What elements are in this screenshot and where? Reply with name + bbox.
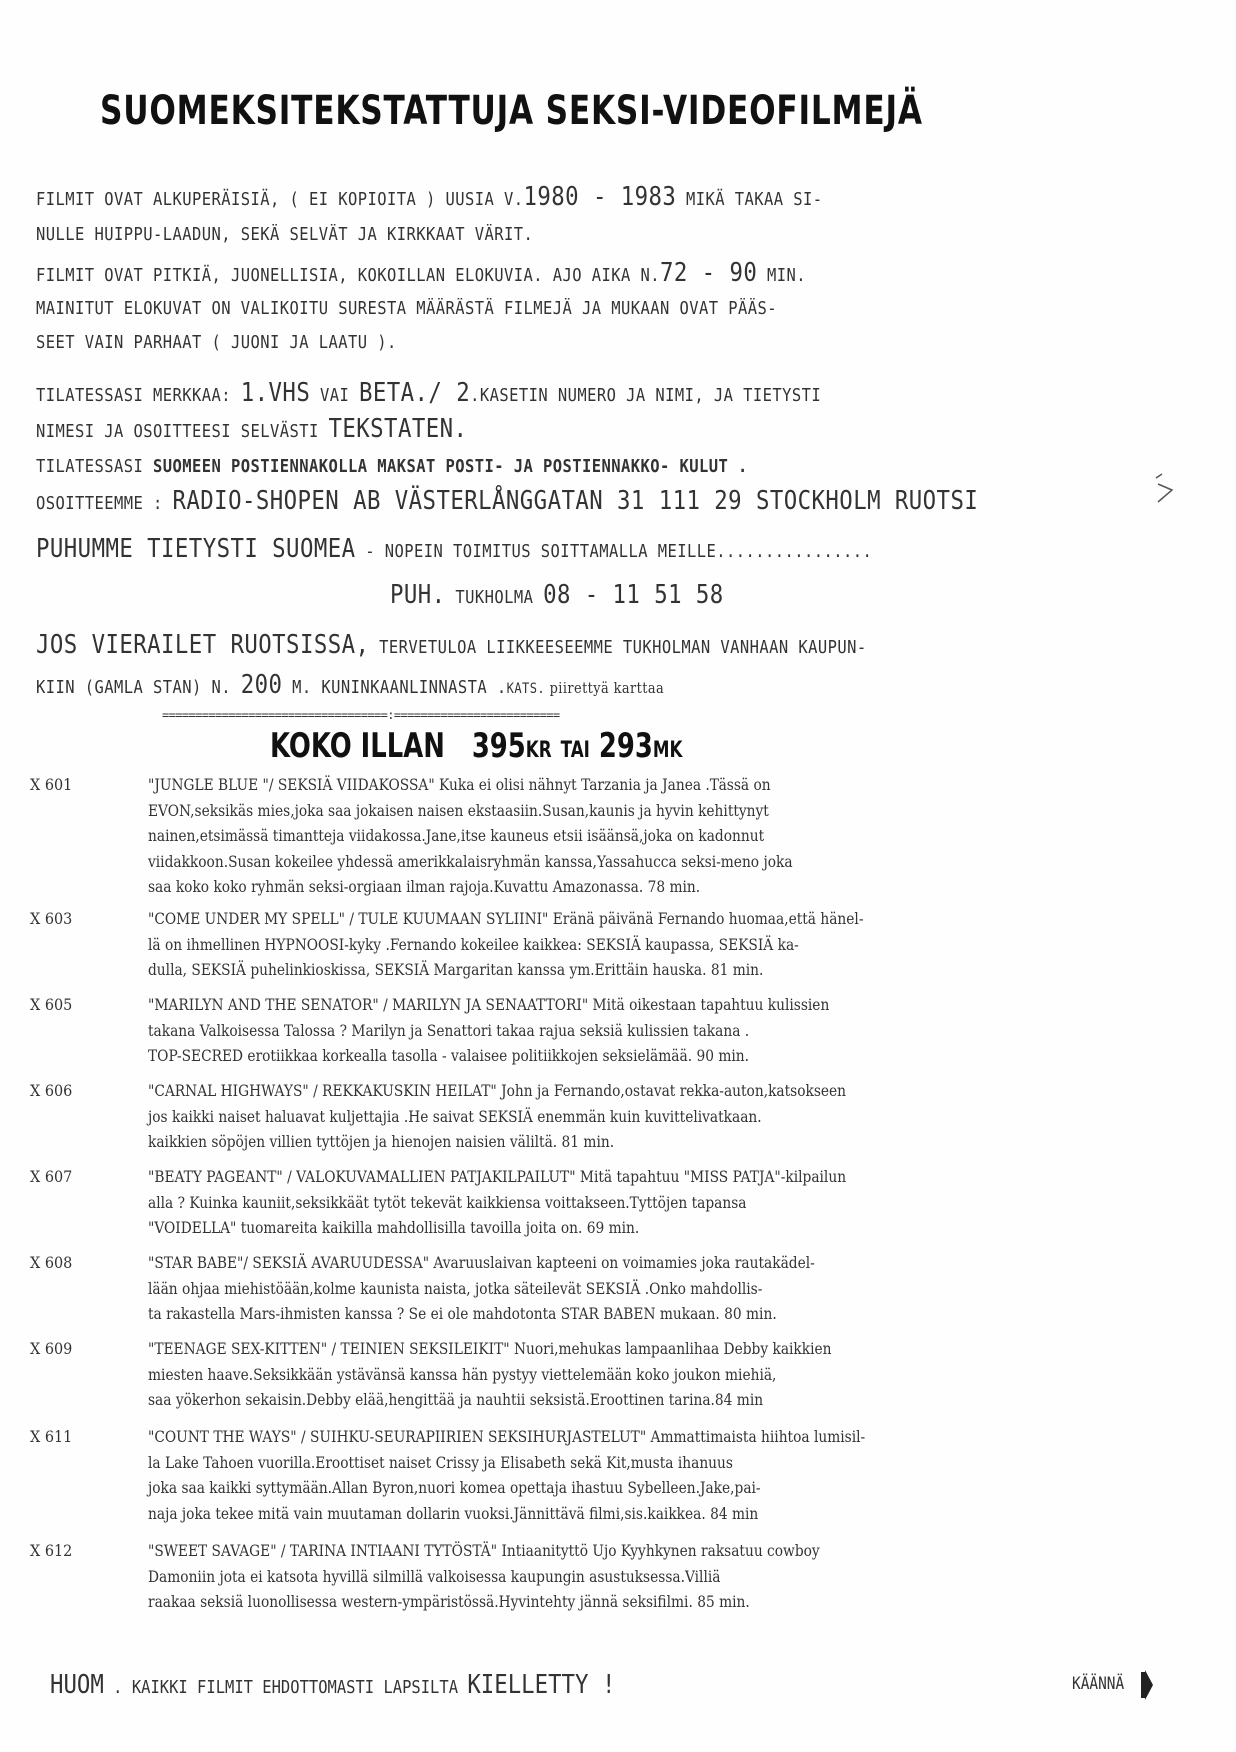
phone-intro-line [36,534,872,564]
map-note: piirettyä karttaa [545,679,665,697]
price-mk-value: 293 [598,726,653,766]
intro-text: MIKÄ TAKAA SI- [676,189,823,210]
film-description-line: miesten haave.Seksikkään ystävänsä kanssa hän pystyy viettelemään koko joukon miehiä, [148,1364,777,1384]
intro-text: MIN. [757,265,806,286]
intro-line-3 [36,258,806,288]
address-label: OSOITTEEMME : [36,493,173,514]
phone-line [390,580,724,610]
format-beta: BETA./ 2 [358,378,471,408]
film-code: X 611 [30,1427,73,1446]
footer-warning [50,1670,615,1700]
intro-text: FILMIT OVAT ALKUPERÄISIÄ, ( EI KOPIOITA ) UUSIA V. [36,189,524,210]
film-description [148,1424,982,1526]
film-description-line: EVON,seksikäs mies,joka saa jokaisen naisen ekstaasiin.Susan,kaunis ja hyvin kehittynyt [148,800,769,820]
arrow-right-icon [1139,1668,1155,1702]
film-description-line: Damoniin jota ei katsota hyvillä silmillä valkoisessa kaupungin asustuksessa.Villiä [148,1566,721,1586]
film-description-line: "VOIDELLA" tuomareita kaikilla mahdollisilla tavoilla joita on. 69 min. [148,1218,640,1237]
film-description-line: "COME UNDER MY SPELL" / TULE KUUMAAN SYLIINI" Eränä päivänä Fernando huomaa,että hänel- [148,909,864,928]
order-text: .KASETIN NUMERO JA NIMI, JA TIETYSTI [470,385,822,406]
postage-text: TILATESSASI [36,456,154,477]
scribble-mark [1150,470,1182,510]
film-code: X 608 [30,1253,73,1272]
price-mk-unit: MK [652,738,683,763]
film-description-line: jos kaikki naiset haluavat kuljettajia .He saivat SEKSIÄ enemmän kuin kuvittelivatkaan. [148,1106,762,1126]
address-line [36,486,978,516]
film-description [148,1538,929,1615]
film-description-line: "BEATY PAGEANT" / VALOKUVAMALLIEN PATJAKILPAILUT" Mitä tapahtuu "MISS PATJA"-kilpailun [148,1167,847,1186]
separator-line: ==================================:========================= [162,708,560,722]
phone-number[interactable]: 08 - 11 51 58 [543,580,724,610]
film-code: X 606 [30,1081,73,1100]
film-code: X 601 [30,775,73,794]
film-description [148,1078,960,1155]
film-description-line: "CARNAL HIGHWAYS" / REKKAKUSKIN HEILAT" John ja Fernando,ostavat rekka-auton,katsokseen [148,1081,847,1100]
price-kr-unit: KR [525,738,552,763]
film-code: X 607 [30,1167,73,1186]
price-label: KOKO ILLAN [270,726,445,766]
film-code: X 612 [30,1541,73,1560]
film-description-line: viidakkoon.Susan kokeilee yhdessä amerikkalaisryhmän kanssa,Yassahucca seksi-meno joka [148,851,793,871]
intro-line-5: SEET VAIN PARHAAT ( JUONI JA LAATU ). [36,332,397,353]
warning-label: HUOM [50,1670,104,1700]
film-description-line: dulla, SEKSIÄ puhelinkioskissa, SEKSIÄ Margaritan kanssa ym.Erittäin hauska. 81 min. [148,960,764,979]
film-description-line: "SWEET SAVAGE" / TARINA INTIAANI TYTÖSTÄ" Intiaanityttö Ujo Kyyhkynen raksatuu cowboy [148,1541,820,1560]
visit-text: KIIN (GAMLA STAN) N. [36,677,241,698]
runtime-range: 72 - 90 [659,258,758,288]
film-description-line: ta rakastella Mars-ihmisten kanssa ? Se ei ole mahdotonta STAR BABEN mukaan. 80 min. [148,1304,777,1323]
film-description [148,992,940,1069]
film-description-line: "TEENAGE SEX-KITTEN" / TEINIEN SEKSILEIKIT" Nuori,mehukas lampaanlihaa Debby kaikkien [148,1339,832,1358]
film-description-line: la Lake Tahoen vuorilla.Eroottiset naiset Crissy ja Elisabeth sekä Kit,musta ihanuus [148,1452,733,1472]
phone-label: PUH. [390,580,446,610]
fast-delivery-note: - NOPEIN TOIMITUS SOITTAMALLA MEILLE................ [355,541,873,562]
film-description-line: lä on ihmellinen HYPNOOSI-kyky .Fernando kokeilee kaikkea: SEKSIÄ kaupassa, SEKSIÄ ka- [148,934,799,954]
order-text: VAI [310,385,359,406]
film-description-line: takana Valkoisessa Talossa ? Marilyn ja Senattori takaa rajua seksiä kulissien takana . [148,1020,750,1040]
visit-heading: JOS VIERAILET RUOTSISSA, [36,630,370,660]
visit-line-2 [36,670,664,700]
order-line-1 [36,378,821,408]
price-kr-value: 395 [471,726,526,766]
film-code: X 609 [30,1339,73,1358]
order-emphasis: TEKSTATEN. [328,414,468,444]
film-description-line: kaikkien söpöjen villien tyttöjen ja hienojen naisien väliltä. 81 min. [148,1132,615,1151]
film-description-line: "STAR BABE"/ SEKSIÄ AVARUUDESSA" Avaruuslaivan kapteeni on voimamies joka rautakädel- [148,1253,815,1272]
order-text: NIMESI JA OSOITTEESI SELVÄSTI [36,421,329,442]
phone-city: TUKHOLMA [445,587,544,608]
visit-text: TERVETULOA LIIKKEESEEMME TUKHOLMAN VANHAAN KAUPUN- [369,637,867,658]
film-description-line: naja joka tekee mitä vain muutaman dollarin vuoksi.Jännittävä filmi,sis.kaikkea. 84 min [148,1503,759,1523]
years-range: 1980 - 1983 [523,182,677,212]
intro-line-2: NULLE HUIPPU-LAADUN, SEKÄ SELVÄT JA KIRKKAAT VÄRIT. [36,224,534,245]
price-or: TAI [560,738,590,763]
order-line-2 [36,414,467,444]
film-code: X 605 [30,995,73,1014]
intro-line-1 [36,182,823,212]
film-description-line: "COUNT THE WAYS" / SUIHKU-SEURAPIIRIEN SEKSIHURJASTELUT" Ammattimaista hiihtoa lumisil- [148,1427,866,1446]
film-description [148,1250,923,1327]
film-description-line: raakaa seksiä luonollisessa western-ympäristössä.Hyvintehty jännä seksifilmi. 85 min. [148,1592,750,1611]
film-description [148,906,980,983]
film-description-line: "MARILYN AND THE SENATOR" / MARILYN JA SENAATTORI" Mitä oikestaan tapahtuu kulissien [148,995,830,1014]
price-banner [270,726,682,766]
intro-line-4: MAINITUT ELOKUVAT ON VALIKOITU SURESTA MÄÄRÄSTÄ FILMEJÄ JA MUKAAN OVAT PÄÄS- [36,298,777,319]
warning-emphasis: KIELLETTY ! [467,1670,616,1700]
film-description-line: saa koko koko ryhmän seksi-orgiaan ilman rajoja.Kuvattu Amazonassa. 78 min. [148,877,701,896]
page-title: SUOMEKSITEKSTATTUJA SEKSI-VIDEOFILMEJÄ [100,88,923,134]
visit-text: KATS. [506,681,546,697]
postage-line [36,456,748,477]
film-description-line: saa yökerhon sekaisin.Debby elää,hengittää ja nauhtii seksistä.Eroottinen tarina.84 min [148,1390,764,1409]
film-description [148,772,897,900]
shop-address: RADIO-SHOPEN AB VÄSTERLÅNGGATAN 31 111 29 STOCKHOLM RUOTSI [172,486,979,516]
film-description-line: joka saa kaikki syttymään.Allan Byron,nuori komea opettaja ihastuu Sybelleen.Jake,pai- [148,1478,761,1497]
film-description-line: lään ohjaa miehistöään,kolme kaunista naista, jotka säteilevät SEKSIÄ .Onko mahdollis- [148,1278,763,1298]
warning-text: . KAIKKI FILMIT EHDOTTOMASTI LAPSILTA [103,1677,468,1698]
format-vhs: 1.VHS [240,378,311,408]
intro-text: FILMIT OVAT PITKIÄ, JUONELLISIA, KOKOILLAN ELOKUVIA. AJO AIKA N. [36,265,660,286]
film-description [148,1336,943,1413]
film-code: X 603 [30,909,73,928]
order-text: TILATESSASI MERKKAA: [36,385,241,406]
visit-text: M. KUNINKAANLINNASTA . [282,677,507,698]
film-description-line: alla ? Kuinka kauniit,seksikkäät tytöt tekevät kaikkiensa voittakseen.Tyttöjen tapansa [148,1192,747,1212]
language-note: PUHUMME TIETYSTI SUOMEA [36,534,356,564]
film-description-line: "JUNGLE BLUE "/ SEKSIÄ VIIDAKOSSA" Kuka ei olisi nähnyt Tarzania ja Janea .Tässä on [148,775,771,794]
distance-value: 200 [240,670,283,700]
postage-emphasis: SUOMEEN POSTIENNAKOLLA MAKSAT POSTI- JA POSTIENNAKKO- KULUT . [153,456,748,477]
film-description [148,1164,960,1241]
visit-line-1 [36,630,867,660]
turn-page-label[interactable]: KÄÄNNÄ [1072,1674,1125,1694]
film-description-line: nainen,etsimässä timantteja viidakossa.Jane,itse kauneus etsii isäänsä,joka on kadonnut [148,826,765,845]
film-description-line: TOP-SECRED erotiikkaa korkealla tasolla - valaisee politiikkojen seksielämää. 90 min. [148,1046,750,1065]
